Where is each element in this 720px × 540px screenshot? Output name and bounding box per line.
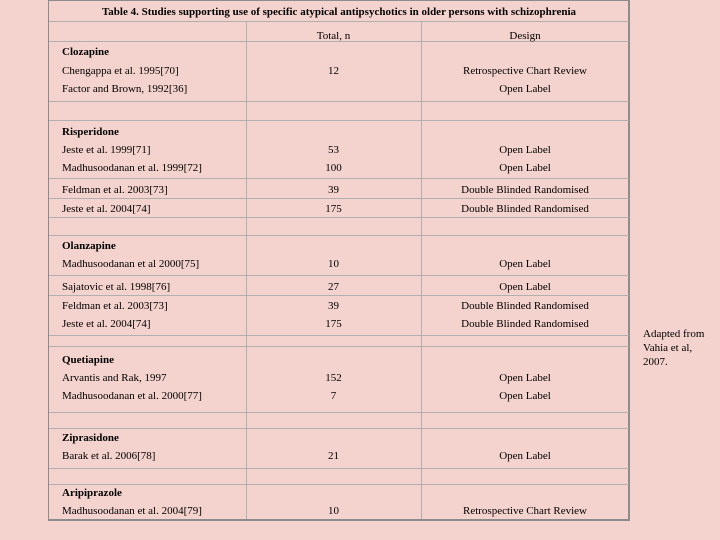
study-total: 175 (325, 203, 342, 215)
study-name: Arvantis and Rak, 1997 (62, 372, 167, 384)
study-total: 10 (328, 258, 339, 270)
group-olanzapine (49, 236, 629, 276)
study-total: 27 (328, 281, 339, 293)
study-design: Double Blinded Randomised (461, 318, 589, 330)
study-total: 10 (328, 505, 339, 517)
spacer-row (49, 102, 629, 121)
study-design: Open Label (499, 258, 551, 270)
study-design: Open Label (499, 372, 551, 384)
study-design: Retrospective Chart Review (462, 65, 588, 77)
group-quetiapine (49, 347, 629, 413)
title-row (49, 1, 629, 22)
study-design: Double Blinded Randomised (461, 203, 589, 215)
header-design: Design (509, 30, 541, 42)
study-name: Jeste et al. 2004[74] (62, 318, 151, 330)
study-name: Jeste et al. 2004[74] (62, 203, 151, 215)
study-name: Factor and Brown, 1992[36] (62, 83, 188, 95)
group-clozapine (49, 42, 629, 102)
group-heading: Olanzapine (62, 240, 116, 252)
study-design: Open Label (499, 144, 551, 156)
study-name: Feldman et al. 2003[73] (62, 184, 168, 196)
spacer-row (49, 336, 629, 347)
group-heading: Risperidone (62, 126, 119, 138)
study-total: 39 (328, 184, 339, 196)
study-design: Open Label (499, 390, 551, 402)
group-risperidone (49, 121, 629, 179)
table-row (49, 276, 629, 296)
header-total: Total, n (316, 30, 351, 42)
spacer-row (49, 469, 629, 485)
study-design: Retrospective Chart Review (462, 505, 588, 517)
spacer-row (49, 218, 629, 236)
table-title: Table 4. Studies supporting use of specific atypical antipsychotics in older persons with schizophrenia (101, 6, 577, 18)
study-design: Open Label (499, 83, 551, 95)
study-design: Open Label (499, 281, 551, 293)
group-heading: Ziprasidone (62, 432, 119, 444)
study-name: Madhusoodanan et al 2000[75] (62, 258, 200, 270)
group-heading: Clozapine (62, 46, 110, 58)
spacer-row (49, 413, 629, 429)
study-total: 175 (325, 318, 342, 330)
study-total: 152 (325, 372, 342, 384)
study-design: Double Blinded Randomised (461, 184, 589, 196)
studies-table (48, 0, 630, 521)
table-row (49, 199, 629, 218)
group-heading: Quetiapine (62, 354, 114, 366)
study-name: Barak et al. 2006[78] (62, 450, 156, 462)
group-ziprasidone (49, 429, 629, 469)
group-heading: Aripiprazole (62, 487, 122, 499)
study-total: 7 (330, 390, 337, 402)
study-total: 39 (328, 300, 339, 312)
study-total: 100 (325, 162, 342, 174)
study-name: Sajatovic et al. 1998[76] (62, 281, 171, 293)
header-row (49, 22, 629, 42)
study-name: Chengappa et al. 1995[70] (62, 65, 179, 77)
study-total: 12 (328, 65, 339, 77)
study-design: Open Label (499, 162, 551, 174)
source-note: Adapted from Vahia et al, 2007. (643, 328, 705, 368)
study-name: Jeste et al. 1999[71] (62, 144, 151, 156)
table-row (49, 296, 629, 336)
study-total: 21 (328, 450, 339, 462)
study-total: 53 (328, 144, 339, 156)
study-design: Open Label (499, 450, 551, 462)
study-name: Madhusoodanan et al. 1999[72] (62, 162, 202, 174)
table-row (49, 179, 629, 199)
study-name: Feldman et al. 2003[73] (62, 300, 168, 312)
group-aripiprazole (49, 485, 629, 520)
study-name: Madhusoodanan et al. 2000[77] (62, 390, 202, 402)
study-design: Double Blinded Randomised (461, 300, 589, 312)
study-name: Madhusoodanan et al. 2004[79] (62, 505, 202, 517)
